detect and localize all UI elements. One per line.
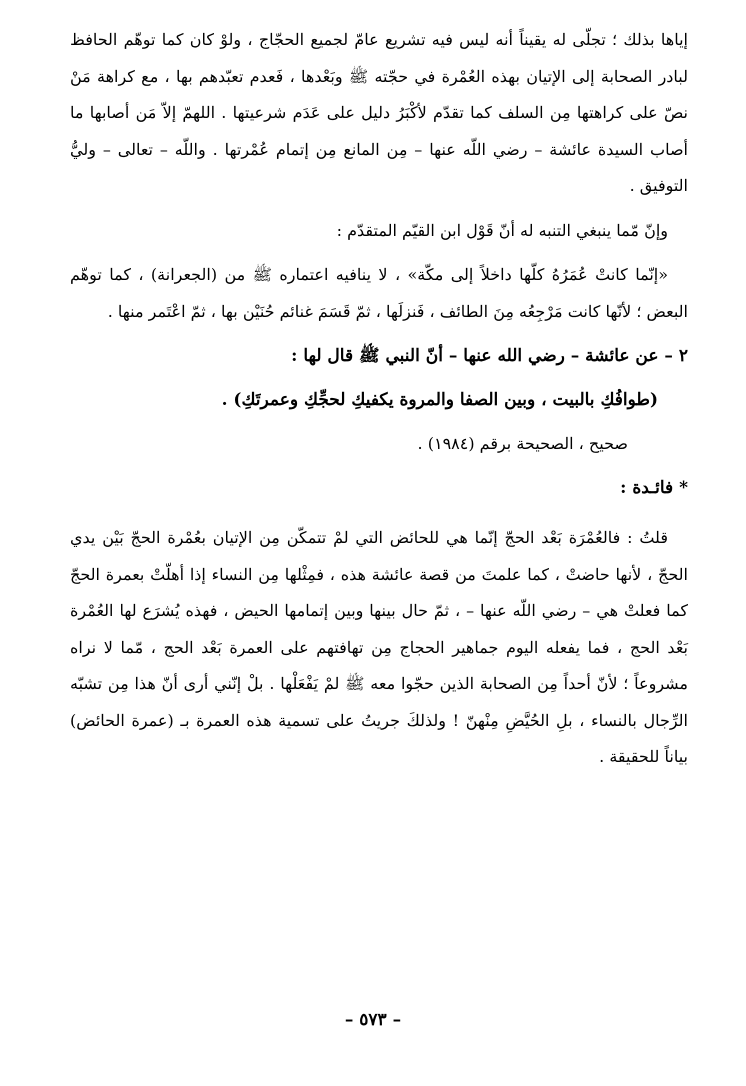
paragraph-1: إياها بذلك ؛ تجلّى له يقيناً أنه ليس فيه تشريع عامّ لجميع الحجّاج ، ولوْ كان كما توهّم الحافظ لبادر الصحابة إلى الإتيان بهذه العُمْرة في حجّته ﷺ وبَعْدها ، فَعدم تعبّدهم بها ، مع كراهة مَنْ نصّ على كراهتها مِن السلف كما تقدّم لأكْبَرُ دليل على عَدَم شرعيتها . اللهمّ إلاّ مَن أصابها ما أصاب السيدة عائشة – رضي اللّه عنها – مِن المانع مِن إتمام عُمْرتها . واللّه – تعالى – وليُّ التوفيق .	[70, 30, 688, 195]
document-page	[70, 22, 688, 1062]
hadith-source: صحيح ، الصحيحة برقم (١٩٨٤) .	[417, 434, 628, 453]
hadith-text: (طوافُكِ بالبيت ، وبين الصفا والمروة يكفيكِ لحجِّكِ وعمرتَكِ) .	[221, 390, 658, 410]
paragraph-3: «إنّما كانتْ عُمَرُهُ كلّها داخلاً إلى مكّة» ، لا ينافيه اعتماره ﷺ من (الجعرانة) ، كما توهّم البعض ؛ لأنّها كانت مَرْجِعُه مِنَ الطائف ، فَنزلَها ، ثمّ قَسَمَ غنائم حُنَيْن بها ، ثمّ اعْتَمر منها .	[70, 265, 688, 321]
page-number: – ٥٧٣ –	[344, 1010, 402, 1030]
paragraph-2: وإنّ مّما ينبغي التنبه له أنّ قَوْل ابن القيّم المتقدّم :	[336, 220, 668, 240]
hadith-heading: ٢ – عن عائشة – رضي الله عنها – أنّ النبي ﷺ قال لها :	[291, 346, 688, 366]
paragraph-commentary: قلتُ : فالعُمْرَة بَعْد الحجّ إنّما هي للحائض التي لمْ تتمكّن مِن الإتيان بعُمْرة الحجّ بَيْن يدي الحجّ ، لأنها حاضتْ ، كما علمتَ من قصة عائشة هذه ، فمِثْلها مِن النساء إذا أهلّتْ بعمرة الحجّ كما فعلتْ هي – رضي اللّه عنها – ، ثمّ حال بينها وبين إتمامها الحيض ، فهذه يُشرَع لها العُمْرة بَعْد الحج ، فما يفعله اليوم جماهير الحجاج مِن تهافتهم على العمرة بَعْد الحج ، مّما لا نراه مشروعاً ؛ لأنّ أحداً مِن الصحابة الذين حجّوا معه ﷺ لمْ يَفْعَلْها . بلْ إنّني أرى أنّ هذا مِن تشبّه الرِّجال بالنساء ، بلِ الحُيَّضِ مِنْهنّ ! ولذلكَ جريتُ على تسمية هذه العمرة بـ (عمرة الحائض) بياناً للحقيقة .	[70, 528, 688, 766]
fawaid-heading: * فائـدة :	[620, 478, 688, 498]
